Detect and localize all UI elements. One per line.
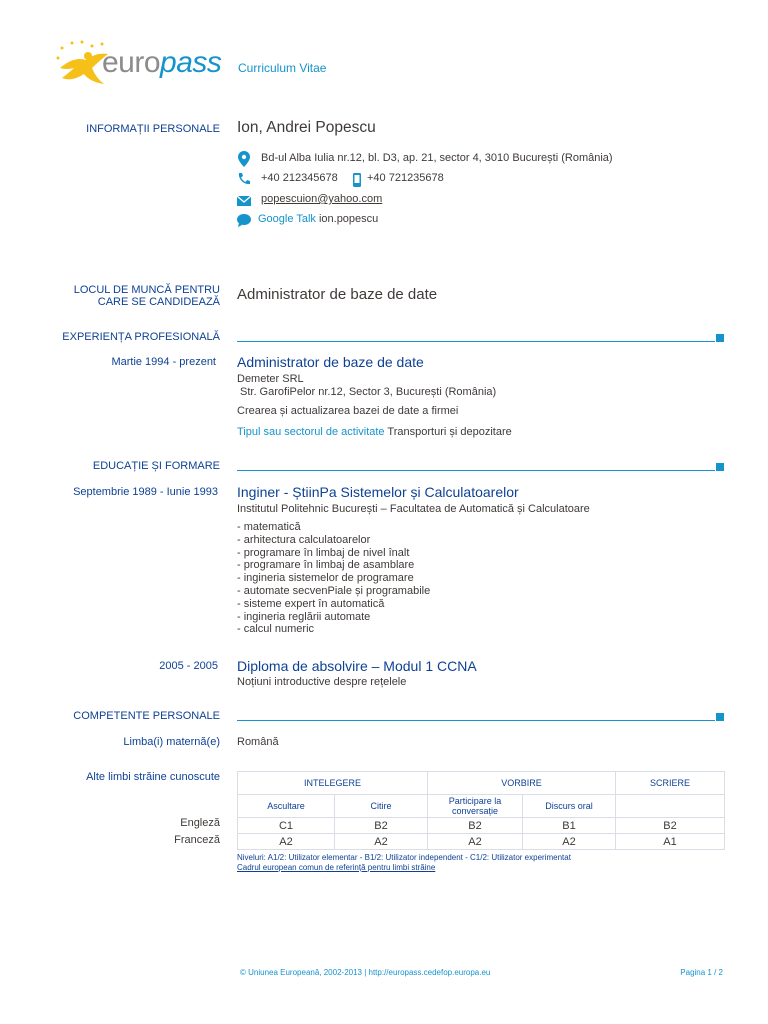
level-cell: C1 bbox=[238, 818, 335, 834]
footer-copyright: © Uniunea Europeană, 2002-2013 | http://europass.cedefop.europa.eu bbox=[240, 968, 491, 977]
mother-tongue-label: Limba(i) maternă(e) bbox=[123, 736, 220, 748]
list-item: - arhitectura calculatoarelor bbox=[237, 533, 371, 546]
document-title: Curriculum Vitae bbox=[238, 61, 327, 75]
email-icon bbox=[237, 196, 251, 206]
logo-euro: euro bbox=[102, 46, 161, 79]
level-cell: B2 bbox=[428, 818, 523, 834]
level-cell: B2 bbox=[616, 818, 725, 834]
foreign-languages-label: Alte limbi străine cunoscute bbox=[86, 771, 220, 783]
skills-section-title: COMPETENTE PERSONALE bbox=[73, 710, 220, 722]
level-cell: A1 bbox=[616, 834, 725, 850]
job-applied-value: Administrator de baze de date bbox=[237, 286, 438, 303]
table-row bbox=[238, 818, 725, 834]
phone-number: +40 212345678 bbox=[261, 172, 338, 184]
level-cell: A2 bbox=[238, 834, 335, 850]
experience-section-rule bbox=[237, 341, 715, 342]
list-item: - programare în limbaj de nivel înalt bbox=[237, 546, 410, 559]
level-cell: A2 bbox=[335, 834, 428, 850]
skills-section-marker bbox=[716, 713, 724, 721]
europass-logo bbox=[52, 38, 222, 90]
list-item: - programare în limbaj de asamblare bbox=[237, 559, 415, 572]
email-link[interactable]: popescuion@yahoo.com bbox=[261, 193, 383, 205]
experience-address: Str. GarofiPelor nr.12, Sector 3, București (România) bbox=[240, 386, 497, 398]
list-item: - ingineria sistemelor de programare bbox=[237, 572, 414, 585]
job-applied-title-line2: CARE SE CANDIDEAZĂ bbox=[97, 296, 220, 308]
language-name: Franceză bbox=[174, 834, 220, 846]
experience-date: Martie 1994 - prezent bbox=[111, 356, 216, 368]
level-cell: A2 bbox=[428, 834, 523, 850]
understanding-header: INTELEGERE bbox=[238, 772, 428, 795]
address: Bd-ul Alba Iulia nr.12, bl. D3, ap. 21, sector 4, 3010 București (România) bbox=[261, 152, 613, 164]
level-cell: B1 bbox=[523, 818, 616, 834]
list-item: - calcul numeric bbox=[237, 623, 315, 636]
full-name: Ion, Andrei Popescu bbox=[237, 119, 376, 136]
list-item: - matematică bbox=[237, 521, 301, 533]
education-date: 2005 - 2005 bbox=[159, 660, 218, 672]
list-item: - sisteme expert în automatică bbox=[237, 597, 385, 610]
education-section-marker bbox=[716, 463, 724, 471]
table-row bbox=[238, 834, 725, 850]
language-table bbox=[237, 771, 725, 850]
production-subheader: Discurs oral bbox=[523, 795, 616, 818]
sector-label: Tipul sau sectorul de activitate bbox=[237, 426, 385, 438]
experience-section-marker bbox=[716, 334, 724, 342]
footer-page-number: Pagina 1 / 2 bbox=[680, 968, 723, 977]
levels-legend: Niveluri: A1/2: Utilizator elementar - B1/2: Utilizator independent - C1/2: Utilizator experimentat bbox=[237, 853, 571, 862]
mobile-number: +40 721235678 bbox=[367, 172, 444, 184]
job-applied-section-title bbox=[50, 284, 220, 308]
cefr-link[interactable]: Cadrul european comun de referință pentru limbi străine bbox=[237, 863, 436, 872]
education-institution: Noțiuni introductive despre rețelele bbox=[237, 676, 407, 688]
mobile-icon bbox=[352, 173, 362, 187]
language-name: Engleză bbox=[180, 817, 220, 829]
listening-subheader: Ascultare bbox=[238, 795, 335, 818]
writing-header: SCRIERE bbox=[616, 772, 725, 795]
level-cell: A2 bbox=[523, 834, 616, 850]
education-institution: Institutul Politehnic București – Facultatea de Automatică și Calculatoare bbox=[237, 503, 590, 515]
education-subjects bbox=[237, 521, 430, 636]
education-section-rule bbox=[237, 470, 715, 471]
level-cell: B2 bbox=[335, 818, 428, 834]
skills-section-rule bbox=[237, 720, 715, 721]
education-section-title: EDUCAȚIE ȘI FORMARE bbox=[92, 460, 220, 472]
speaking-header: VORBIRE bbox=[428, 772, 616, 795]
mother-tongue-value: Română bbox=[237, 736, 279, 748]
writing-subheader bbox=[616, 795, 725, 818]
im-service-label: Google Talk bbox=[258, 213, 316, 225]
im-account: ion.popescu bbox=[318, 213, 379, 225]
education-date: Septembrie 1989 - Iunie 1993 bbox=[73, 486, 218, 498]
logo-pass: pass bbox=[160, 46, 222, 79]
list-item: - ingineria reglării automate bbox=[237, 610, 371, 623]
experience-employer: Demeter SRL bbox=[237, 373, 304, 385]
experience-title: Administrator de baze de date bbox=[237, 354, 424, 370]
chat-bubble-icon bbox=[237, 214, 251, 227]
phone-icon bbox=[237, 172, 251, 186]
experience-section-title: EXPERIENȚA PROFESIONALĂ bbox=[62, 331, 220, 343]
list-item: - automate secvenPiale și programabile bbox=[237, 584, 431, 597]
education-title: Inginer - ȘtiinPa Sistemelor și Calculatoarelor bbox=[237, 484, 519, 500]
experience-description: Crearea și actualizarea bazei de date a firmei bbox=[237, 405, 459, 417]
reading-subheader: Citire bbox=[335, 795, 428, 818]
sector-value: Transporturi și depozitare bbox=[387, 426, 512, 438]
location-pin-icon bbox=[237, 151, 251, 167]
education-title: Diploma de absolvire – Modul 1 CCNA bbox=[237, 658, 477, 674]
personal-section-title: INFORMAȚII PERSONALE bbox=[86, 123, 220, 135]
job-applied-title-line1: LOCUL DE MUNCĂ PENTRU bbox=[73, 284, 220, 296]
interaction-subheader: Participare la conversație bbox=[428, 795, 523, 818]
